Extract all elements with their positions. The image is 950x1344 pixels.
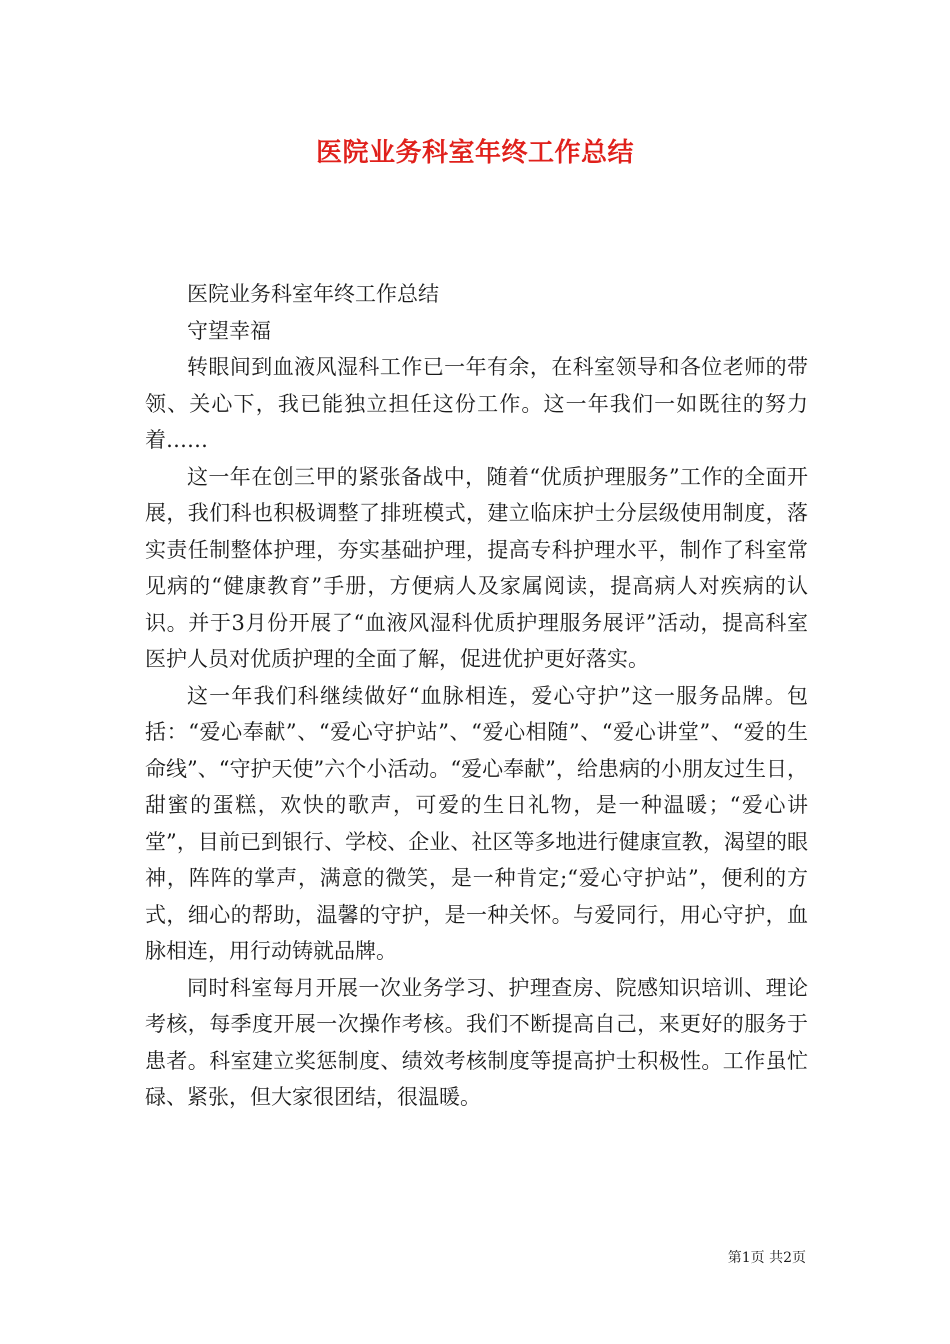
paragraph-quality-care: 这一年在创三甲的紧张备战中，随着“优质护理服务”工作的全面开展，我们科也积极调整了排班模式，建立临床护士分层级使用制度，落实责任制整体护理，夯实基础护理，提高专科护理水平，制作了科室常见病的“健康教育”手册，方便病人及家属阅读，提高病人对疾病的认识。并于3月份开展了“血液风湿科优质护理服务展评”活动，提高科室医护人员对优质护理的全面了解，促进优护更好落实。	[145, 464, 808, 671]
document-title: 医院业务科室年终工作总结	[315, 138, 634, 168]
paragraph-service-brand: 这一年我们科继续做好“血脉相连，爱心守护”这一服务品牌。包括：“爱心奉献”、“爱心守护站”、“爱心相随”、“爱心讲堂”、“爱的生命线”、“守护天使”六个小活动。“爱心奉献”，给患病的小朋友过生日，甜蜜的蛋糕，欢快的歌声，可爱的生日礼物，是一种温暖；“爱心讲堂”，目前已到银行、学校、企业、社区等多地进行健康宣教，渴望的眼神，阵阵的掌声，满意的微笑，是一种肯定;“爱心守护站”，便利的方式，细心的帮助，温馨的守护，是一种关怀。与爱同行，用心守护，血脉相连，用行动铸就品牌。	[145, 683, 808, 963]
paragraph-intro: 转眼间到血液风湿科工作已一年有余，在科室领导和各位老师的带领、关心下，我已能独立担任这份工作。这一年我们一如既往的努力着……	[145, 355, 808, 452]
body-heading: 医院业务科室年终工作总结	[187, 282, 439, 306]
paragraph-training: 同时科室每月开展一次业务学习、护理查房、院感知识培训、理论考核，每季度开展一次操作考核。我们不断提高自己，来更好的服务于患者。科室建立奖惩制度、绩效考核制度等提高护士积极性。工作虽忙碌、紧张，但大家很团结，很温暖。	[145, 975, 808, 1109]
document-body	[145, 276, 808, 1116]
body-subtitle: 守望幸福	[187, 318, 271, 343]
page-number: 第1页 共2页	[727, 1250, 806, 1266]
